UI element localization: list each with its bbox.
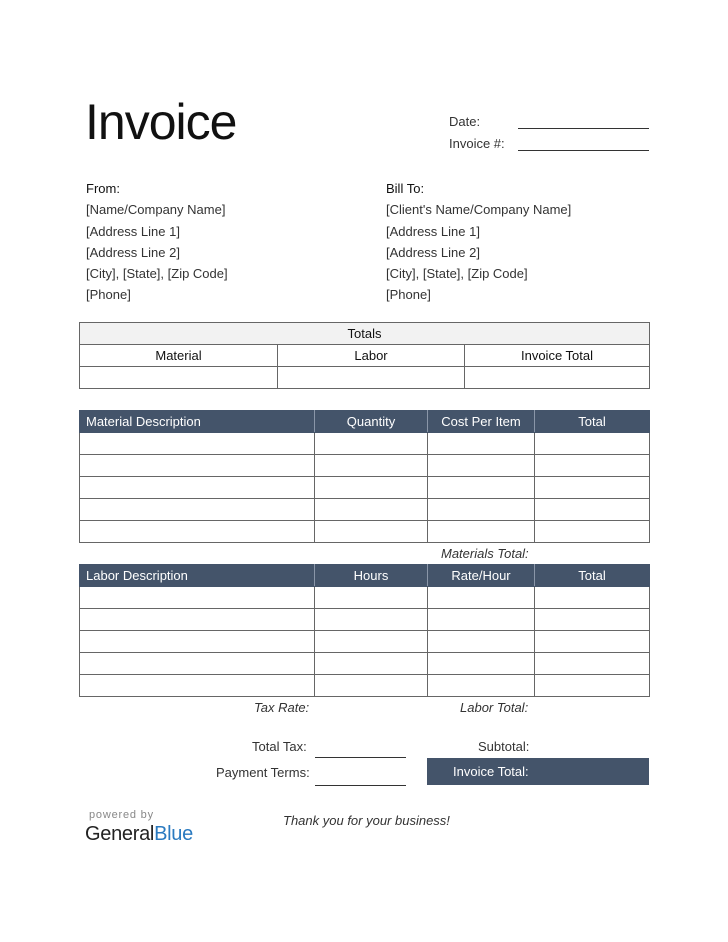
totals-table (79, 322, 650, 389)
table-cell[interactable] (80, 499, 315, 521)
totals-caption: Totals (80, 323, 650, 345)
materials-col-cost-per-item: Cost Per Item (428, 411, 535, 433)
table-cell[interactable] (315, 609, 428, 631)
bill-to-address-2: [Address Line 2] (386, 244, 480, 260)
materials-total-label: Materials Total: (441, 546, 529, 561)
table-cell[interactable] (535, 499, 650, 521)
table-row (80, 631, 650, 653)
materials-col-quantity: Quantity (315, 411, 428, 433)
table-cell[interactable] (535, 631, 650, 653)
totals-invoice-total-cell[interactable] (465, 367, 650, 389)
table-row (80, 433, 650, 455)
table-cell[interactable] (428, 499, 535, 521)
table-cell[interactable] (315, 433, 428, 455)
generalblue-logo (85, 823, 193, 846)
table-cell[interactable] (315, 587, 428, 609)
totals-col-material: Material (80, 345, 278, 367)
powered-by-text: powered by (89, 809, 154, 821)
logo-text-general: General (85, 823, 155, 845)
materials-col-total: Total (535, 411, 650, 433)
table-cell[interactable] (535, 433, 650, 455)
table-cell[interactable] (535, 609, 650, 631)
table-cell[interactable] (535, 477, 650, 499)
bill-to-name: [Client's Name/Company Name] (386, 202, 572, 218)
invoice-number-label: Invoice #: (449, 136, 505, 151)
thank-you-note: Thank you for your business! (283, 813, 450, 828)
invoice-number-field[interactable] (518, 150, 649, 151)
from-heading: From: (86, 181, 120, 196)
table-row (80, 653, 650, 675)
table-cell[interactable] (535, 521, 650, 543)
bill-to-block (386, 178, 571, 306)
from-address-1: [Address Line 1] (86, 223, 180, 239)
from-address-2: [Address Line 2] (86, 244, 180, 260)
table-row (80, 521, 650, 543)
labor-total-label: Labor Total: (460, 700, 529, 715)
table-row (80, 455, 650, 477)
table-cell[interactable] (315, 455, 428, 477)
bill-to-city-state-zip: [City], [State], [Zip Code] (386, 266, 528, 282)
table-cell[interactable] (80, 587, 315, 609)
tax-rate-label: Tax Rate: (254, 700, 310, 715)
bill-to-address-1: [Address Line 1] (386, 223, 480, 239)
date-label: Date: (449, 114, 481, 129)
materials-table (79, 410, 650, 543)
totals-col-labor: Labor (278, 345, 465, 367)
bill-to-phone: [Phone] (386, 287, 431, 303)
materials-col-description: Material Description (80, 411, 315, 433)
table-cell[interactable] (315, 499, 428, 521)
from-phone: [Phone] (86, 287, 131, 303)
table-cell[interactable] (315, 675, 428, 697)
table-cell[interactable] (80, 675, 315, 697)
table-cell[interactable] (428, 521, 535, 543)
labor-col-hours: Hours (315, 565, 428, 587)
payment-terms-label: Payment Terms: (216, 765, 310, 780)
table-cell[interactable] (80, 631, 315, 653)
table-cell[interactable] (428, 455, 535, 477)
table-row (80, 499, 650, 521)
subtotal-label: Subtotal: (478, 739, 530, 754)
table-row (80, 609, 650, 631)
table-cell[interactable] (315, 653, 428, 675)
table-row (80, 675, 650, 697)
table-cell[interactable] (535, 675, 650, 697)
table-cell[interactable] (428, 653, 535, 675)
table-cell[interactable] (315, 521, 428, 543)
table-cell[interactable] (80, 455, 315, 477)
invoice-total-label: Invoice Total: (453, 764, 529, 779)
totals-material-cell[interactable] (80, 367, 278, 389)
table-cell[interactable] (428, 609, 535, 631)
table-cell[interactable] (315, 477, 428, 499)
table-cell[interactable] (80, 521, 315, 543)
labor-col-description: Labor Description (80, 565, 315, 587)
table-cell[interactable] (428, 477, 535, 499)
total-tax-field[interactable] (315, 757, 406, 758)
table-row (80, 477, 650, 499)
payment-terms-field[interactable] (315, 785, 406, 786)
table-cell[interactable] (80, 653, 315, 675)
totals-col-invoice-total: Invoice Total (465, 345, 650, 367)
table-cell[interactable] (315, 631, 428, 653)
table-cell[interactable] (535, 587, 650, 609)
table-cell[interactable] (80, 609, 315, 631)
bill-to-heading: Bill To: (386, 181, 425, 196)
invoice-total-bar (427, 758, 649, 785)
totals-labor-cell[interactable] (278, 367, 465, 389)
table-cell[interactable] (80, 433, 315, 455)
labor-table (79, 564, 650, 697)
from-city-state-zip: [City], [State], [Zip Code] (86, 266, 228, 282)
total-tax-label: Total Tax: (252, 739, 307, 754)
date-field[interactable] (518, 128, 649, 129)
table-cell[interactable] (428, 587, 535, 609)
table-cell[interactable] (428, 675, 535, 697)
logo-text-blue: Blue (154, 823, 193, 845)
from-name: [Name/Company Name] (86, 202, 226, 218)
table-cell[interactable] (80, 477, 315, 499)
table-cell[interactable] (535, 653, 650, 675)
invoice-title: Invoice (85, 94, 237, 150)
table-cell[interactable] (428, 433, 535, 455)
labor-col-total: Total (535, 565, 650, 587)
from-block (86, 178, 228, 306)
labor-col-rate-hour: Rate/Hour (428, 565, 535, 587)
table-row (80, 587, 650, 609)
table-cell[interactable] (535, 455, 650, 477)
table-cell[interactable] (428, 631, 535, 653)
